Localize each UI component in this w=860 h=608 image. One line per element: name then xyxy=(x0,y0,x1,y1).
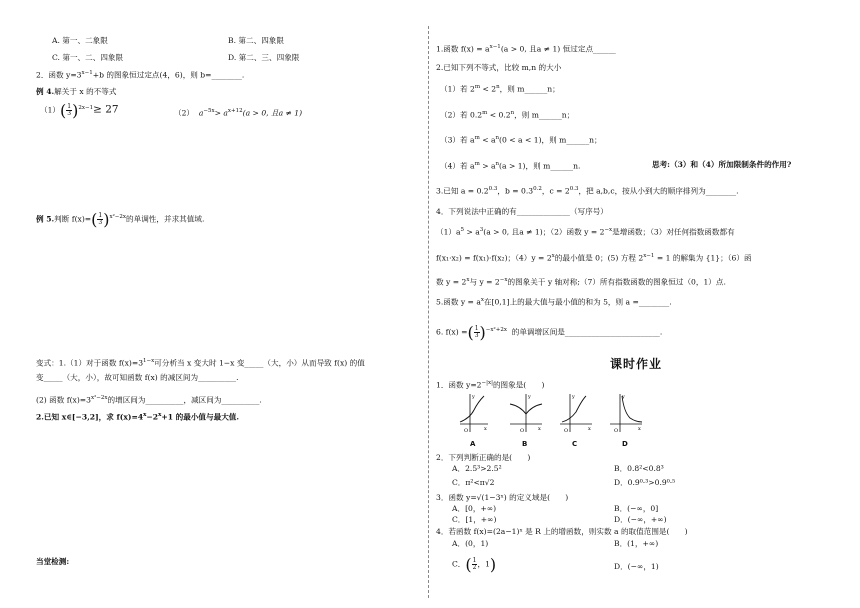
right-question-4: 4．下列说法中正确的有______________（写序号） xyxy=(436,207,608,216)
in-class-check-heading: 当堂检测: xyxy=(36,557,70,566)
variant-1-line-2: 变_____（大，小），故可知函数 f(x) 的减区间为__________. xyxy=(36,373,239,382)
hw3-option-a: A．[0，+∞) xyxy=(452,504,497,513)
graph-label-b: B xyxy=(522,440,528,448)
right-question-5: 5.函数 $y = a^x$在[0,1]上的最大值与最小值的和为 5，则 a =________. xyxy=(436,297,672,307)
hw2-option-c: C．π²<π√2 xyxy=(452,478,495,487)
right-question-2-3: （3）若 $a^m < a^n(0 < a < 1)$，则 m______n； xyxy=(440,135,602,145)
hw4-option-a: A．(0，1) xyxy=(452,539,489,548)
question-2: 2．函数 $y=3^{x-1}+b$ 的图象恒过定点(4，6)，则 b=________. xyxy=(36,70,245,80)
svg-text:y: y xyxy=(572,394,575,400)
option-d: D. 第二、三、四象限 xyxy=(228,53,300,62)
svg-text:O: O xyxy=(520,428,525,434)
hw2-option-a: A．2.5³>2.5² xyxy=(452,464,502,473)
hw3-option-d: D．(−∞，+∞) xyxy=(614,515,667,524)
think-note: 思考:（3）和（4）所加限制条件的作用? xyxy=(652,160,792,169)
graph-b xyxy=(510,394,542,434)
svg-text:x: x xyxy=(538,426,541,432)
homework-question-4: 4．若函数 f(x)=(2a−1)ˣ 是 R 上的增函数，则实数 a 的取值范围是( ) xyxy=(436,527,688,536)
right-question-4-line-3: 数 $y = 2^x$与 $y = 2^{-x}$的图象关于 y 轴对称;（7）所有指数函数的图象恒过（0，1）点. xyxy=(436,277,726,287)
graph-label-a: A xyxy=(470,440,476,448)
svg-text:x: x xyxy=(638,426,641,432)
right-question-2-2: （2）若 $0.2^m < 0.2^n$，则 m______n； xyxy=(440,110,575,120)
graph-a xyxy=(460,394,488,434)
right-question-2-1: （1）若 $2^m < 2^n$，则 m______n； xyxy=(440,84,560,94)
variant-2: 2.已知 x∈[−3,2]，求 $f(x)=4^x-2^x+1$ 的最小值与最大值. xyxy=(36,412,240,422)
column-divider xyxy=(428,26,429,598)
graph-label-d: D xyxy=(622,440,628,448)
example-5: 例 5.判断 f(x)=( $\frac{1}{3}$ )$^{x^2-2x}$的单调性，并求其值域. xyxy=(36,210,205,230)
right-question-6: 6. f(x) =( $\frac{1}{3}$ )$^{-x^2+2x}$ 的单调增区间是_________________________. xyxy=(436,323,663,343)
right-question-2: 2.已知下列不等式，比较 m,n 的大小 xyxy=(436,63,562,72)
hw2-option-b: B．0.8²<0.8³ xyxy=(614,464,664,473)
hw3-option-c: C．[1，+∞) xyxy=(452,515,497,524)
example-4-part-1: （1）( $\frac{1}{3}$ )$^{2x-1}$≥ 27 xyxy=(40,101,119,121)
right-question-4-line-1: $(1)a^5 > a^3(a > 0$, 且a ≠ 1)；（2）函数 $y = 2^{-x}$是增函数；（3）对任何指数函数都有 xyxy=(436,227,735,237)
example-4-part-2: （2） $a^{-5x}> a^{x+12}(a > 0$, 且a ≠ 1) xyxy=(174,108,303,118)
option-c: C. 第一、二、四象限 xyxy=(52,53,124,62)
svg-text:x: x xyxy=(588,426,591,432)
homework-question-3: 3．函数 y=√(1−3ˣ) 的定义域是( ) xyxy=(436,493,569,502)
right-question-3: 3.已知 $a = 0.2^{0.3}$，$b = 0.3^{0.2}$，$c = 2^{0.3}$，把 a,b,c，按从小到大的顺序排列为________. xyxy=(436,186,739,196)
hw3-option-b: B．(−∞，0] xyxy=(614,504,659,513)
answer-graphs xyxy=(456,390,656,436)
right-question-4-line-2: f(x₁·x₂) = f(x₁)·f(x₂)；$(4)y = 2^x$的最小值是 0；(5) 方程 $2^{x-1} = 1$ 的解集为 {1}；（6）函 xyxy=(436,253,752,263)
graph-label-c: C xyxy=(572,440,578,448)
homework-question-1: 1．函数 $y=2^{-|x|}$的图象是( ) xyxy=(436,380,545,390)
svg-text:y: y xyxy=(528,394,531,400)
graph-c xyxy=(560,394,592,434)
option-a: A. 第一、二象限 xyxy=(52,36,108,45)
svg-text:y: y xyxy=(472,394,475,400)
homework-title: 课时作业 xyxy=(610,357,663,371)
hw2-option-d: D．0.9⁰·³>0.9⁰·⁵ xyxy=(614,478,676,487)
hw4-option-b: B．(1，+∞) xyxy=(614,539,659,548)
svg-text:O: O xyxy=(464,428,469,434)
svg-text:O: O xyxy=(614,428,619,434)
right-question-1: 1.函数 $f(x) = a^{x-1}(a > 0$, 且a ≠ 1) 恒过定点______ xyxy=(436,44,616,54)
graph-d xyxy=(610,394,642,434)
variant-1-part-2: (2) 函数 $f(x)=3^{x^2-2x}$的增区间为__________，减区间为__________. xyxy=(36,395,262,405)
right-question-2-4: （4）若 $a^m > a^n(a > 1)$，则 m______n. xyxy=(440,161,581,171)
svg-text:x: x xyxy=(484,426,487,432)
homework-question-2: 2．下列判断正确的是( ) xyxy=(436,453,531,462)
variant-1-line-1: 变式：1.（1）对于函数 $f(x)=3^{1-x}$可分析当 x 变大时 1−x 变_____（大，小）从而导致 f(x) 的值 xyxy=(36,358,365,368)
svg-text:O: O xyxy=(564,428,569,434)
hw4-option-d: D．(−∞，1) xyxy=(614,562,659,571)
example-4-heading: 例 4.解关于 x 的不等式 xyxy=(36,87,117,96)
hw4-option-c: C．( $\frac{1}{2}$ ，1) xyxy=(452,555,497,574)
option-b: B. 第二、四象限 xyxy=(228,36,284,45)
svg-text:y: y xyxy=(622,394,625,400)
